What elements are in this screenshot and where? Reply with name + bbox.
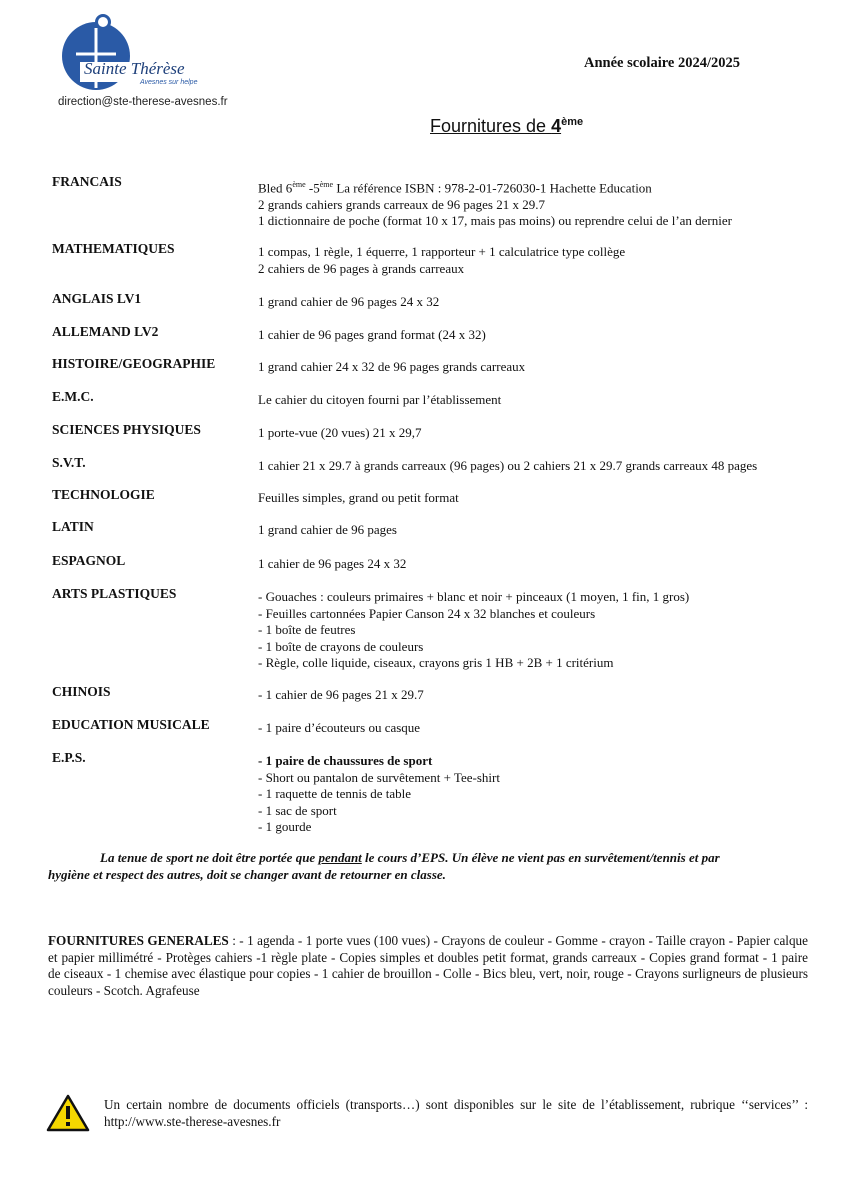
supply-line: 1 cahier 21 x 29.7 à grands carreaux (96 pages) ou 2 cahiers 21 x 29.7 grands carreaux 48 pages — [258, 458, 758, 473]
subject-items — [258, 522, 397, 539]
subject-items — [258, 294, 439, 311]
note-line2: hygiène et respect des autres, doit se changer avant de retourner en classe. — [48, 867, 446, 882]
subject-items — [258, 359, 525, 376]
school-logo — [58, 14, 218, 96]
subject-name: ANGLAIS LV1 — [52, 291, 142, 306]
supply-line: - 1 boîte de crayons de couleurs — [258, 638, 424, 654]
subject-items — [258, 177, 732, 230]
subject-name: TECHNOLOGIE — [52, 487, 155, 502]
subject-name: S.V.T. — [52, 455, 86, 470]
supply-line: - Short ou pantalon de survêtement + Tee-shirt — [258, 769, 500, 785]
supply-line: 2 grands cahiers grands carreaux de 96 pages 21 x 29.7 — [258, 196, 545, 212]
subject-items — [258, 392, 501, 409]
subject-name: ESPAGNOL — [52, 553, 126, 568]
supply-line: - 1 raquette de tennis de table — [258, 786, 412, 801]
subject-name: LATIN — [52, 519, 94, 534]
subject-name: ALLEMAND LV2 — [52, 324, 159, 339]
bled-sup2: ème — [319, 180, 334, 189]
bled-sup1: ème — [292, 180, 306, 189]
supply-line: 1 dictionnaire de poche (format 10 x 17, mais pas moins) ou reprendre celui de l’an dernier — [258, 213, 732, 229]
title-base: Fournitures de — [430, 116, 552, 136]
subject-name: E.P.S. — [52, 750, 86, 765]
supply-line: 1 cahier de 96 pages 24 x 32 — [258, 556, 407, 571]
subject-items — [258, 720, 420, 737]
subject-items — [258, 425, 422, 442]
supply-line: 1 cahier de 96 pages grand format (24 x 32) — [258, 327, 486, 342]
supply-line: - 1 sac de sport — [258, 802, 337, 818]
official-documents-note: Un certain nombre de documents officiels (transports…) sont disponibles sur le site de l’établissement, rubrique ‘‘services’’ : http://www.ste-therese-avesnes.fr — [104, 1097, 808, 1129]
subject-name: FRANCAIS — [52, 174, 122, 189]
supply-line: - Règle, colle liquide, ciseaux, crayons gris 1 HB + 2B + 1 critérium — [258, 655, 614, 670]
supply-line: 1 grand cahier de 96 pages 24 x 32 — [258, 294, 440, 309]
supply-line: 2 cahiers de 96 pages à grands carreaux — [258, 260, 465, 276]
general-label: FOURNITURES GENERALES — [48, 933, 229, 948]
subject-name: CHINOIS — [52, 684, 111, 699]
warning-triangle-icon — [46, 1094, 90, 1132]
supply-line: - 1 paire de chaussures de sport — [258, 753, 433, 768]
logo-subtext: Avesnes sur helpe — [140, 79, 198, 86]
subject-name: ARTS PLASTIQUES — [52, 586, 177, 601]
title-sup: ème — [561, 116, 584, 128]
bled-text3: La référence ISBN : 978-2-01-726030-1 Hachette Education — [333, 180, 652, 196]
subject-name: E.M.C. — [52, 389, 94, 404]
bled-text: Bled 6 — [258, 180, 293, 196]
logo-text: Sainte Thérèse — [84, 59, 185, 78]
subject-items — [258, 556, 406, 573]
supply-line: 1 grand cahier de 96 pages — [258, 522, 397, 537]
note-part2: le cours d’EPS. Un élève ne vient pas en survêtement/tennis et par — [361, 850, 720, 865]
subject-items — [258, 589, 689, 672]
subject-items — [258, 327, 486, 344]
bled-text2: -5 — [305, 180, 320, 196]
supply-line: - 1 boîte de feutres — [258, 622, 356, 637]
title-num: 4 — [551, 116, 562, 136]
supply-line: Feuilles simples, grand ou petit format — [258, 490, 459, 505]
school-year: Année scolaire 2024/2025 — [584, 55, 740, 71]
subject-name: MATHEMATIQUES — [52, 241, 175, 256]
note-underlined: pendant — [318, 850, 362, 865]
supply-line: - Feuilles cartonnées Papier Canson 24 x 32 blanches et couleurs — [258, 605, 596, 621]
supply-line — [258, 177, 732, 197]
supply-line: 1 grand cahier 24 x 32 de 96 pages grands carreaux — [258, 359, 526, 374]
subject-items — [258, 244, 625, 277]
subject-name: SCIENCES PHYSIQUES — [52, 422, 201, 437]
supply-line: - Gouaches : couleurs primaires + blanc et noir + pinceaux (1 moyen, 1 fin, 1 gros) — [258, 589, 690, 604]
page-title — [430, 116, 583, 137]
subject-items — [258, 458, 757, 475]
supply-line: 1 porte-vue (20 vues) 21 x 29,7 — [258, 425, 422, 440]
subject-items — [258, 753, 500, 836]
supply-line: 1 compas, 1 règle, 1 équerre, 1 rapporteur + 1 calculatrice type collège — [258, 244, 626, 259]
subject-items — [258, 490, 459, 507]
subject-name: EDUCATION MUSICALE — [52, 717, 210, 732]
supply-line: - 1 paire d’écouteurs ou casque — [258, 720, 421, 735]
supply-line: - 1 gourde — [258, 819, 312, 834]
subject-items — [258, 687, 424, 704]
general-text: : - 1 agenda - 1 porte vues (100 vues) - Crayons de couleur - Gomme - crayon - Taille crayon - Papier calque et papier millimétré - Protèges cahiers -1 règle plate - Copies simples et doubles petit format, grands carreaux - Copies grand format - 1 paire de ciseaux - 1 chemise avec élastique pour copies - 1 cahier de brouillon - Colle - Bics bleu, vert, noir, rouge - Crayons surligneurs de plusieurs couleurs - Scotch. Agrafeuse — [48, 933, 808, 998]
supply-line: - 1 cahier de 96 pages 21 x 29.7 — [258, 687, 424, 702]
email-address: direction@ste-therese-avesnes.fr — [58, 96, 228, 108]
supply-line: Le cahier du citoyen fourni par l’établissement — [258, 392, 502, 407]
sport-note — [48, 849, 808, 883]
general-supplies — [48, 933, 808, 999]
subject-name: HISTOIRE/GEOGRAPHIE — [52, 356, 216, 371]
note-part1: La tenue de sport ne doit être portée que — [100, 850, 319, 865]
